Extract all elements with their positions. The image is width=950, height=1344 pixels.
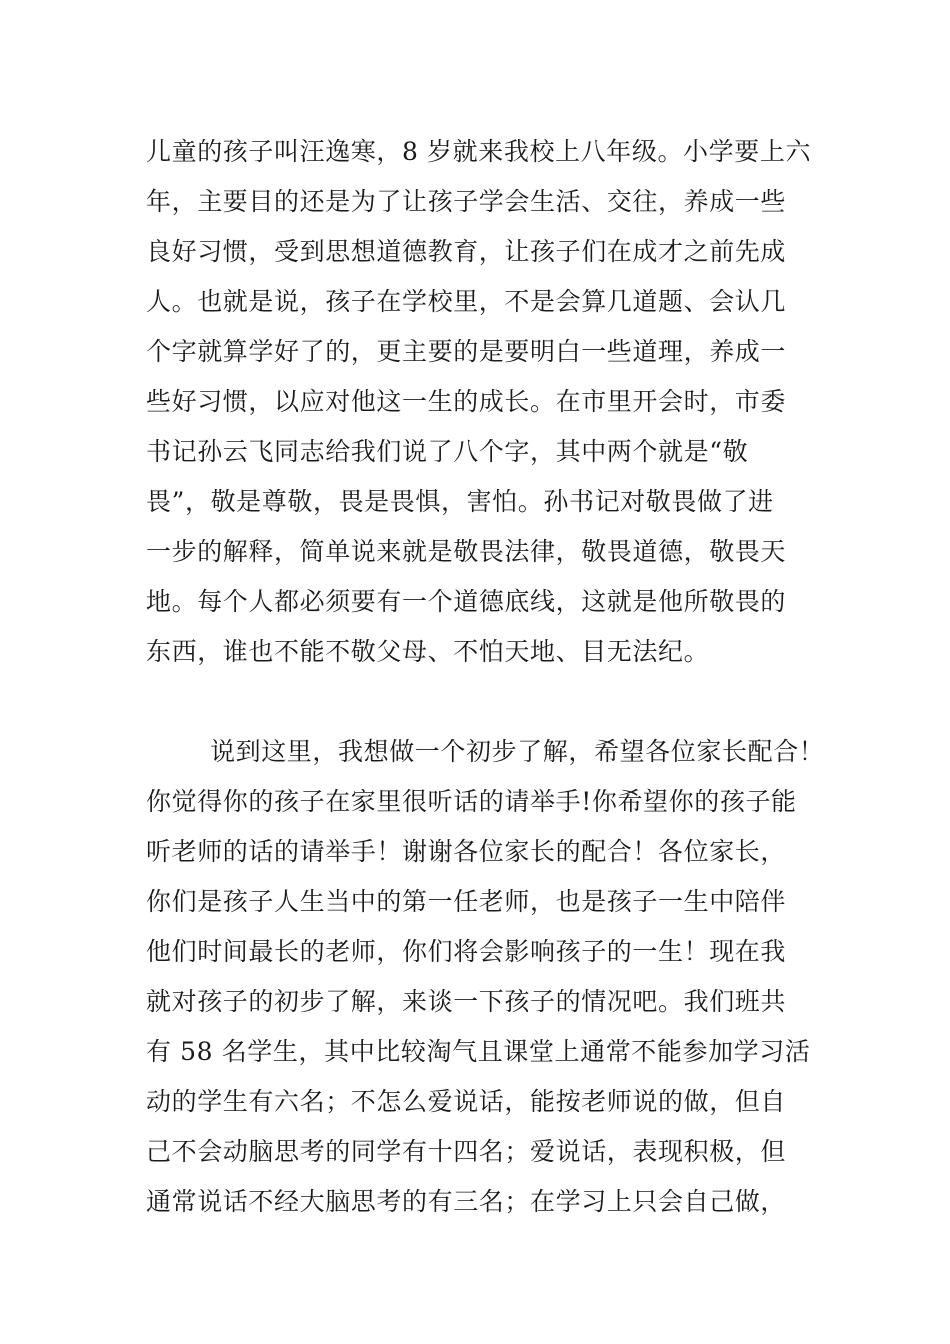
text-line: 听老师的话的请举手！谢谢各位家长的配合！各位家长， [146, 837, 787, 866]
text-line: 畏”，敬是尊敬，畏是畏惧，害怕。孙书记对敬畏做了进 [146, 487, 774, 516]
text-line: 良好习惯，受到思想道德教育，让孩子们在成才之前先成 [146, 237, 787, 266]
text-line: 己不会动脑思考的同学有十四名；爱说话，表现积极，但 [146, 1137, 787, 1166]
text-line: 些好习惯，以应对他这一生的成长。在市里开会时，市委 [146, 387, 787, 416]
text-line: 一步的解释，简单说来就是敬畏法律，敬畏道德，敬畏天 [146, 537, 787, 566]
text-line: 动的学生有六名；不怎么爱说话，能按老师说的做，但自 [146, 1087, 787, 1116]
text-line: 通常说话不经大脑思考的有三名；在学习上只会自己做， [146, 1187, 787, 1216]
text-line: 人。也就是说，孩子在学校里，不是会算几道题、会认几 [146, 287, 787, 316]
text-line: 个字就算学好了的，更主要的是要明白一些道理，养成一 [146, 337, 787, 366]
text-line: 儿童的孩子叫汪逸寒，8 岁就来我校上八年级。小学要上六 [146, 137, 812, 166]
text-line-indented: 说到这里，我想做一个初步了解，希望各位家长配合！ [210, 737, 825, 766]
text-line: 书记孙云飞同志给我们说了八个字，其中两个就是“敬 [146, 437, 749, 466]
text-line: 有 58 名学生，其中比较淘气且课堂上通常不能参加学习活 [146, 1037, 811, 1066]
text-line: 你们是孩子人生当中的第一任老师，也是孩子一生中陪伴 [146, 887, 787, 916]
text-line: 地。每个人都必须要有一个道德底线，这就是他所敬畏的 [146, 587, 787, 616]
text-line: 就对孩子的初步了解，来谈一下孩子的情况吧。我们班共 [146, 987, 787, 1016]
text-line: 年，主要目的还是为了让孩子学会生活、交往，养成一些 [146, 187, 787, 216]
text-line: 你觉得你的孩子在家里很听话的请举手!你希望你的孩子能 [146, 787, 797, 816]
text-line: 他们时间最长的老师，你们将会影响孩子的一生！现在我 [146, 937, 787, 966]
text-line: 东西，谁也不能不敬父母、不怕天地、目无法纪。 [146, 637, 710, 666]
